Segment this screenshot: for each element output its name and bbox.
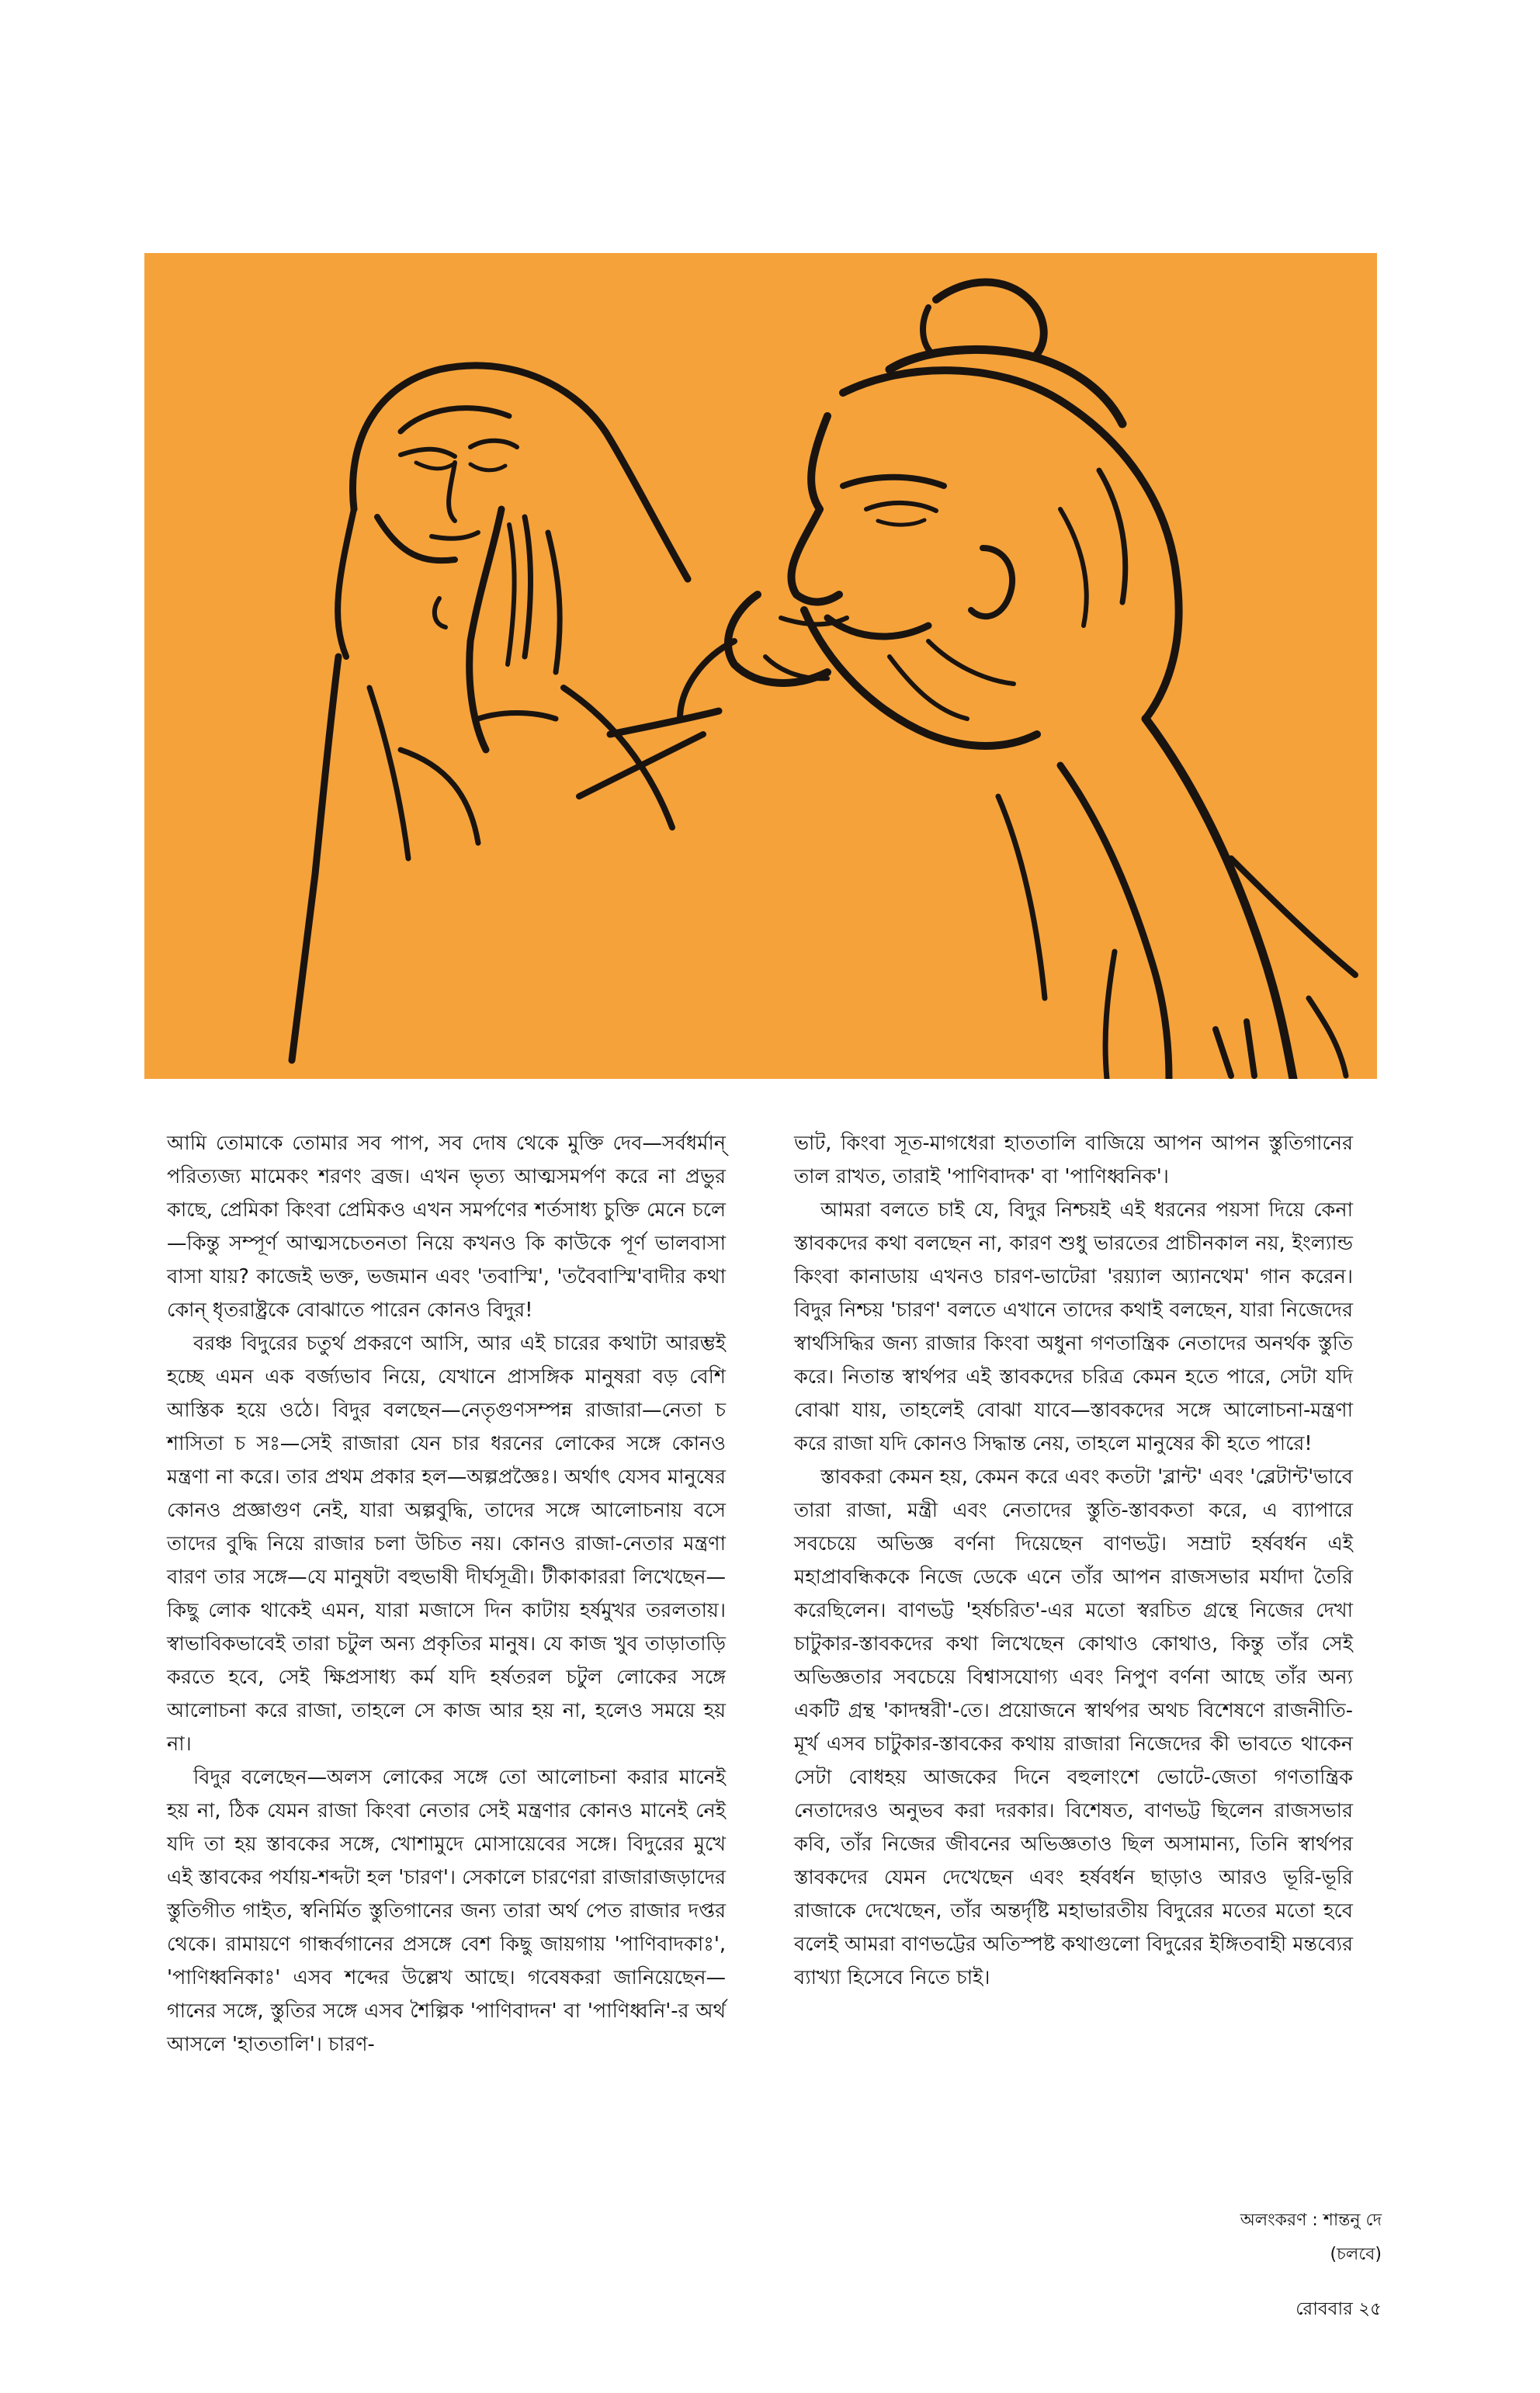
article-column-right [794,1127,1353,1995]
page-folio: রোববার ২৫ [1295,2299,1382,2319]
illustration-background [144,253,1377,1079]
article-illustration [144,253,1377,1079]
article-column-left [167,1127,726,2062]
paragraph: বিদুর বলেছেন—অলস লোকের সঙ্গে তো আলোচনা করার মানেই হয় না, ঠিক যেমন রাজা কিংবা নেতার সেই মন্ত্রণার কোনও মানেই নেই যদি তা হয় স্তাবকের সঙ্গে, খোশামুদে মোসায়েবের সঙ্গে। বিদুরের মুখে এই স্তাবকের পর্যায়-শব্দটা হল 'চারণ'। সেকালে চারণেরা রাজারাজড়াদের স্তুতিগীত গাইত, স্বনির্মিত স্তুতিগানের জন্য তারা অর্থ পেত রাজার দপ্তর থেকে। রামায়ণে গান্ধর্বগানের প্রসঙ্গে বেশ কিছু জায়গায় 'পাণিবাদকাঃ', 'পাণিধ্বনিকাঃ' এসব শব্দের উল্লেখ আছে। গবেষকরা জানিয়েছেন—গানের সঙ্গে, স্তুতির সঙ্গে এসব শৈল্পিক 'পাণিবাদন' বা 'পাণিধ্বনি'-র অর্থ আসলে 'হাততালি'। চারণ- [167,1766,726,2056]
paragraph: আমি তোমাকে তোমার সব পাপ, সব দোষ থেকে মুক্তি দেব—সর্বধর্মান্‌ পরিত্যজ্য মামেকং শরণং ব্রজ। এখন ভৃত্য আত্মসমর্পণ করে না প্রভুর কাছে, প্রেমিকা কিংবা প্রেমিকও এখন সমর্পণের শর্তসাধ্য চুক্তি মেনে চলে—কিন্তু সম্পূর্ণ আত্মসচেতনতা নিয়ে কখনও কি কাউকে পূর্ণ ভালবাসা বাসা যায়? কাজেই ভক্ত, ভজমান এবং 'তবাস্মি', 'তবৈবাস্মি'বাদীর কথা কোন্‌ ধৃতরাষ্ট্রকে বোঝাতে পারেন কোনও বিদুর! [167,1132,726,1322]
illustration-canvas [144,253,1377,1079]
illustration-credit: অলংকরণ : শান্তনু দে [1240,2211,1382,2230]
paragraph: ভাট, কিংবা সূত-মাগধেরা হাততালি বাজিয়ে আপন আপন স্তুতিগানের তাল রাখত, তারাই 'পাণিবাদক' বা 'পাণিধ্বনিক'। [794,1132,1353,1188]
paragraph: আমরা বলতে চাই যে, বিদুর নিশ্চয়ই এই ধরনের পয়সা দিয়ে কেনা স্তাবকদের কথা বলছেন না, কারণ শুধু ভারতের প্রাচীনকাল নয়, ইংল্যান্ড কিংবা কানাডায় এখনও চারণ-ভাটেরা 'রয়্যাল অ্যানথেম' গান করেন। বিদুর নিশ্চয় 'চারণ' বলতে এখানে তাদের কথাই বলছেন, যারা নিজেদের স্বার্থসিদ্ধির জন্য রাজার কিংবা অধুনা গণতান্ত্রিক নেতাদের অনর্থক স্তুতি করে। নিতান্ত স্বার্থপর এই স্তাবকদের চরিত্র কেমন হতে পারে, সেটা যদি বোঝা যায়, তাহলেই বোঝা যাবে—স্তাবকদের সঙ্গে আলোচনা-মন্ত্রণা করে রাজা যদি কোনও সিদ্ধান্ত নেয়, তাহলে মানুষের কী হতে পারে! [794,1198,1353,1455]
paragraph: স্তাবকরা কেমন হয়, কেমন করে এবং কতটা 'ব্লান্ট' এবং 'ব্লেটান্ট'ভাবে তারা রাজা, মন্ত্রী এবং নেতাদের স্তুতি-স্তাবকতা করে, এ ব্যাপারে সবচেয়ে অভিজ্ঞ বর্ণনা দিয়েছেন বাণভট্ট। সম্রাট হর্ষবর্ধন এই মহাপ্রাবন্ধিককে নিজে ডেকে এনে তাঁর আপন রাজসভার মর্যাদা তৈরি করেছিলেন। বাণভট্ট 'হর্ষচরিত'-এর মতো স্বরচিত গ্রন্থে নিজের দেখা চাটুকার-স্তাবকদের কথা লিখেছেন কোথাও কোথাও, কিন্তু তাঁর সেই অভিজ্ঞতার সবচেয়ে বিশ্বাসযোগ্য এবং নিপুণ বর্ণনা আছে তাঁর অন্য একটি গ্রন্থ 'কাদম্বরী'-তে। প্রয়োজনে স্বার্থপর অথচ বিশেষণে রাজনীতি-মূর্খ এসব চাটুকার-স্তাবকের কথায় রাজারা নিজেদের কী ভাবতে থাকেন সেটা বোধহয় আজকের দিনে বহুলাংশে ভোটে-জেতা গণতান্ত্রিক নেতাদেরও অনুভব করা দরকার। বিশেষত, বাণভট্ট ছিলেন রাজসভার কবি, তাঁর নিজের জীবনের অভিজ্ঞতাও ছিল অসামান্য, তিনি স্বার্থপর স্তাবকদের যেমন দেখেছেন এবং হর্ষবর্ধন ছাড়াও আরও ভূরি-ভূরি রাজাকে দেখেছেন, তাঁর অন্তর্দৃষ্টি মহাভারতীয় বিদুরের মতের মতো হবে বলেই আমরা বাণভট্টের অতিস্পষ্ট কথাগুলো বিদুরের ইঙ্গিতবাহী মন্তব্যের ব্যাখ্যা হিসেবে নিতে চাই। [794,1465,1353,1989]
paragraph: বরঞ্চ বিদুরের চতুর্থ প্রকরণে আসি, আর এই চারের কথাটা আরম্ভই হচ্ছে এমন এক বর্জ্যভাব নিয়ে, যেখানে প্রাসঙ্গিক মানুষরা বড় বেশি আস্তিক হয়ে ওঠে। বিদুর বলছেন—নেতৃগুণসম্পন্ন রাজারা—নেতা চ শাসিতা চ সঃ—সেই রাজারা যেন চার ধরনের লোকের সঙ্গে কোনও মন্ত্রণা না করে। তার প্রথম প্রকার হল—অল্পপ্রজ্ঞৈঃ। অর্থাৎ যেসব মানুষের কোনও প্রজ্ঞাগুণ নেই, যারা অল্পবুদ্ধি, তাদের সঙ্গে আলোচনায় বসে তাদের বুদ্ধি নিয়ে রাজার চলা উচিত নয়। কোনও রাজা-নেতার মন্ত্রণা বারণ তার সঙ্গে—যে মানুষটা বহুভাষী দীর্ঘসূত্রী। টীকাকাররা লিখেছেন—কিছু লোক থাকেই এমন, যারা মজাসে দিন কাটায় হর্ষমুখর তরলতায়। স্বাভাবিকভাবেই তারা চটুল অন্য প্রকৃতির মানুষ। যে কাজ খুব তাড়াতাড়ি করতে হবে, সেই ক্ষিপ্রসাধ্য কর্ম যদি হর্ষতরল চটুল লোকের সঙ্গে আলোচনা করে রাজা, তাহলে সে কাজ আর হয় না, হলেও সময়ে হয় না। [167,1332,726,1756]
continued-note: (চলবে) [1330,2245,1382,2264]
